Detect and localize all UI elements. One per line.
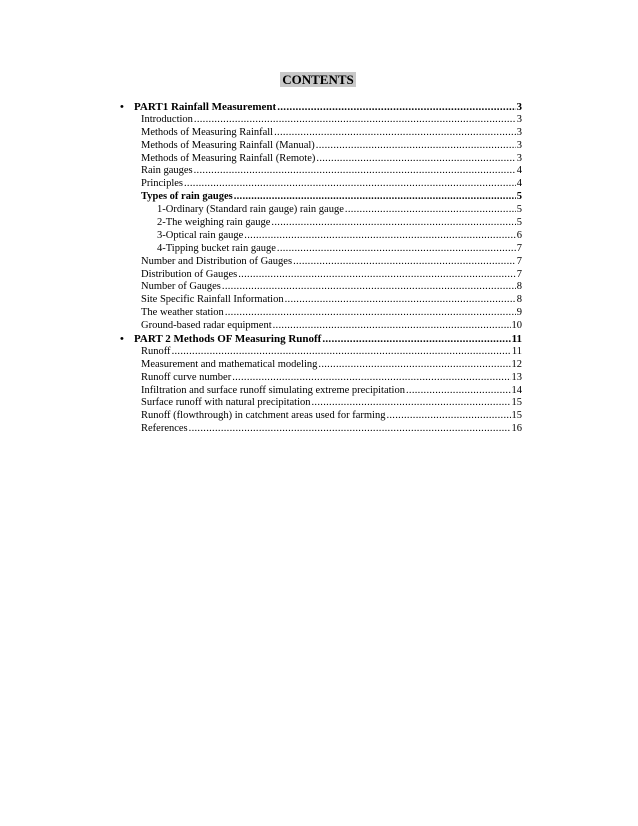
toc-entry-page: 8 (516, 294, 522, 306)
toc-entry-label: 2-The weighing rain gauge (157, 217, 271, 229)
toc-entry-page: 14 (511, 384, 522, 396)
toc-entry[interactable] (120, 178, 522, 191)
dot-leader (312, 397, 511, 410)
title-container (0, 71, 638, 89)
toc-entry-page: 11 (511, 333, 522, 346)
toc-entry[interactable] (120, 140, 522, 153)
toc-entry[interactable] (120, 256, 522, 269)
toc-entry-page: 7 (516, 255, 522, 267)
dot-leader (322, 333, 510, 346)
dot-leader (184, 178, 516, 191)
toc-entry[interactable] (120, 320, 522, 333)
dot-leader (234, 191, 516, 204)
toc-entry-label: Measurement and mathematical modeling (141, 358, 318, 370)
dot-leader (244, 230, 515, 243)
toc-entry-page: 4 (516, 178, 522, 190)
toc-entry[interactable] (120, 114, 522, 127)
dot-leader (318, 359, 510, 372)
toc-entry[interactable] (120, 230, 522, 243)
toc-entry[interactable] (120, 423, 522, 436)
toc-entry-label: Types of rain gauges (141, 191, 233, 203)
toc-entry-label: Introduction (141, 113, 193, 125)
dot-leader (273, 320, 511, 333)
dot-leader (194, 114, 516, 127)
dot-leader (238, 269, 516, 282)
toc-entry-label: Principles (141, 178, 183, 190)
toc-entry-label: Runoff (flowthrough) in catchment areas used for farming (141, 410, 386, 422)
toc-entry-page: 7 (516, 242, 522, 254)
toc-entry-label: Distribution of Gauges (141, 268, 238, 280)
toc-entry-page: 15 (511, 410, 522, 422)
page-title: CONTENTS (282, 72, 354, 87)
toc-entry-page: 3 (516, 126, 522, 138)
toc-entry-page: 3 (516, 152, 522, 164)
bullet-icon: • (120, 101, 124, 113)
toc-entry-page: 16 (511, 423, 522, 435)
dot-leader (293, 256, 516, 269)
toc-entry[interactable] (120, 153, 522, 166)
toc-entry[interactable] (120, 281, 522, 294)
dot-leader (277, 101, 515, 114)
toc-entry-page: 7 (516, 268, 522, 280)
toc-entry-label: Site Specific Rainfall Information (141, 294, 284, 306)
toc-entry-page: 3 (516, 101, 522, 113)
table-of-contents (120, 101, 522, 436)
toc-entry-label: PART 2 Methods OF Measuring Runoff (134, 333, 322, 346)
dot-leader (232, 372, 510, 385)
toc-entry-page: 10 (511, 320, 522, 332)
toc-entry[interactable] (120, 333, 522, 346)
toc-entry-page: 3 (516, 139, 522, 151)
toc-entry[interactable] (120, 101, 522, 114)
dot-leader (189, 423, 511, 436)
toc-entry[interactable] (120, 307, 522, 320)
toc-entry-page: 5 (516, 191, 522, 203)
toc-entry-page: 4 (516, 165, 522, 177)
toc-entry-page: 6 (516, 229, 522, 241)
toc-entry[interactable] (120, 397, 522, 410)
toc-entry[interactable] (120, 385, 522, 398)
toc-entry[interactable] (120, 346, 522, 359)
toc-entry-page: 11 (511, 345, 522, 357)
dot-leader (225, 307, 516, 320)
dot-leader (222, 281, 516, 294)
dot-leader (406, 385, 511, 398)
toc-entry-page: 12 (511, 358, 522, 370)
toc-entry-label: 4-Tipping bucket rain gauge (157, 242, 276, 254)
toc-entry-label: Surface runoff with natural precipitation (141, 397, 311, 409)
dot-leader (274, 127, 516, 140)
dot-leader (345, 204, 516, 217)
toc-entry-label: Infiltration and surface runoff simulating extreme precipitation (141, 384, 405, 396)
toc-entry-label: Number of Gauges (141, 281, 221, 293)
toc-entry-label: Number and Distribution of Gauges (141, 255, 293, 267)
toc-entry[interactable] (120, 410, 522, 423)
toc-entry[interactable] (120, 204, 522, 217)
toc-entry[interactable] (120, 243, 522, 256)
toc-entry[interactable] (120, 165, 522, 178)
dot-leader (316, 140, 516, 153)
toc-entry-page: 15 (511, 397, 522, 409)
dot-leader (316, 153, 515, 166)
bullet-icon: • (120, 333, 124, 346)
toc-entry-label: Methods of Measuring Rainfall (Manual) (141, 139, 315, 151)
toc-entry-label: 3-Optical rain gauge (157, 229, 244, 241)
toc-entry-label: Runoff (141, 345, 171, 357)
dot-leader (285, 294, 516, 307)
toc-entry-label: Methods of Measuring Rainfall (Remote) (141, 152, 316, 164)
dot-leader (194, 165, 516, 178)
toc-entry-page: 5 (516, 204, 522, 216)
toc-entry-label: Methods of Measuring Rainfall (141, 126, 274, 138)
toc-entry-label: References (141, 423, 188, 435)
toc-entry[interactable] (120, 269, 522, 282)
toc-entry-page: 8 (516, 281, 522, 293)
toc-entry[interactable] (120, 127, 522, 140)
toc-entry[interactable] (120, 294, 522, 307)
toc-entry-label: PART1 Rainfall Measurement (134, 101, 277, 113)
toc-entry-label: The weather station (141, 307, 224, 319)
toc-entry-page: 5 (516, 217, 522, 229)
dot-leader (271, 217, 515, 230)
toc-entry-label: 1-Ordinary (Standard rain gauge) rain gauge (157, 204, 344, 216)
toc-entry-label: Ground-based radar equipment (141, 320, 272, 332)
toc-entry[interactable] (120, 359, 522, 372)
dot-leader (386, 410, 510, 423)
toc-entry-label: Rain gauges (141, 165, 193, 177)
toc-entry[interactable] (120, 372, 522, 385)
toc-entry-label: Runoff curve number (141, 371, 232, 383)
toc-entry[interactable] (120, 217, 522, 230)
toc-entry-page: 13 (511, 371, 522, 383)
toc-entry[interactable] (120, 191, 522, 204)
toc-entry-page: 3 (516, 113, 522, 125)
dot-leader (277, 243, 516, 256)
toc-entry-page: 9 (516, 307, 522, 319)
dot-leader (172, 346, 511, 359)
